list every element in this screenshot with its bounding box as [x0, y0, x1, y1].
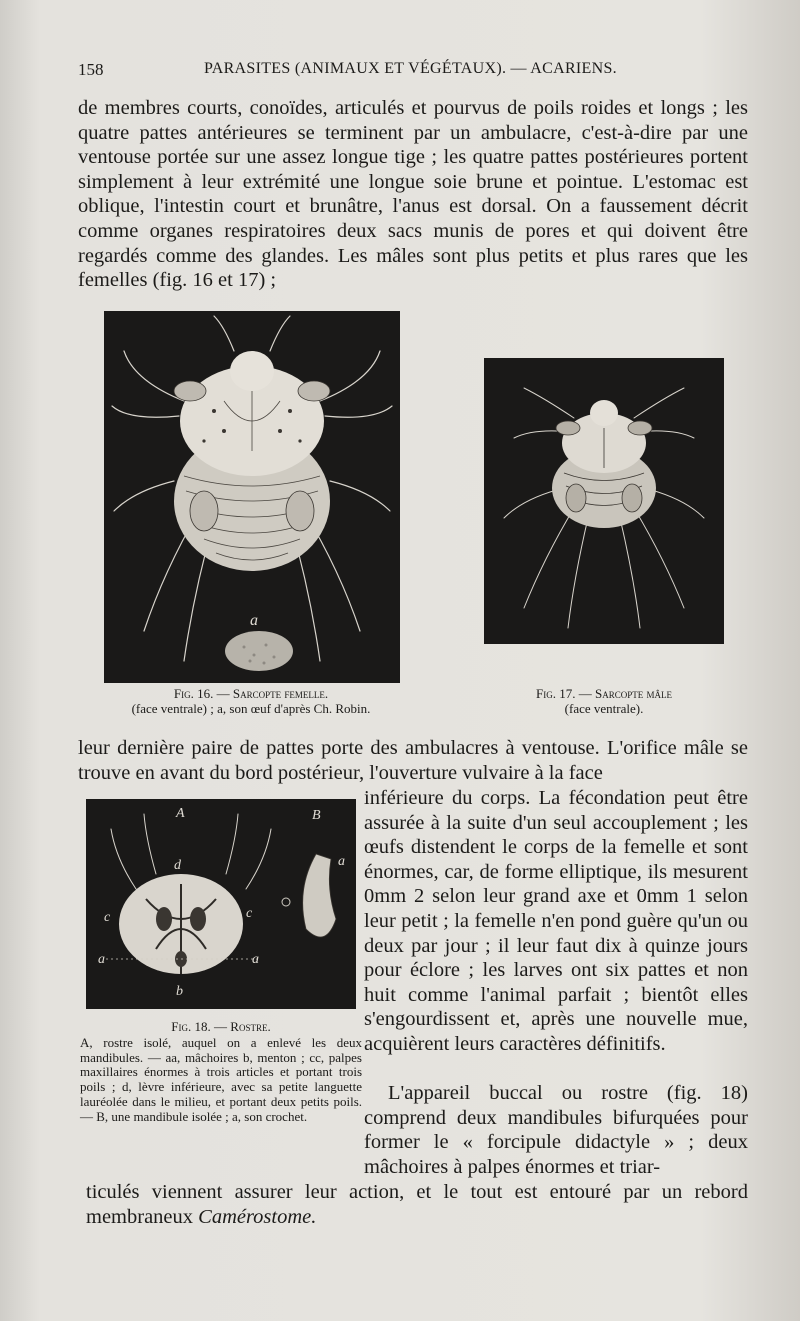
running-head	[78, 60, 748, 84]
paragraph-2: leur dernière paire de pattes porte des ambulacres à ventouse. L'orifice mâle se trouve en avant du bord postérieur, l'ouverture vulvaire à la face	[78, 737, 748, 784]
paragraph-5	[86, 1180, 748, 1229]
egg-label: a	[250, 612, 258, 629]
label-a-right: a	[252, 952, 259, 967]
page-number: 158	[78, 60, 104, 79]
paragraph-4: L'appareil buccal ou rostre (fig. 18) comprend deux mandibules bifurquées pour former le « forcipule didactyle » ; deux mâchoires à palpes énormes et triar-	[364, 1082, 748, 1178]
sarcopte-female-illustration	[104, 311, 400, 683]
label-d: d	[174, 858, 181, 873]
label-c-left: c	[104, 910, 111, 925]
figure-16-sarcopte-female	[104, 311, 400, 683]
figure-16-caption-text: (face ventrale) ; a, son œuf d'après Ch. Robin.	[131, 701, 371, 716]
label-b: b	[176, 984, 183, 999]
figure-18-caption	[80, 1020, 362, 1125]
paragraph-5-text: ticulés viennent assurer leur action, et le tout est entouré par un rebord membraneux	[86, 1181, 748, 1228]
camerostome-term: Camérostome.	[198, 1205, 317, 1228]
label-B: B	[312, 808, 321, 823]
sarcopte-male-illustration	[484, 358, 724, 644]
figure-17-caption-text: (face ventrale).	[564, 701, 644, 716]
figure-17-caption	[486, 686, 722, 716]
label-a-left: a	[98, 952, 105, 967]
paragraph-1: de membres courts, conoïdes, articulés et pourvus de poils roides et longs ; les quatre pattes antérieures se terminent par un ambulacre, c'est-à-dire par une ventouse portée sur une assez longue tige ; les quatre pattes postérieures portent simplement à leur extrémité une longue soie brune et pointue. L'estomac est oblique, l'intestin court et brunâtre, l'anus est dorsal. On a faussement décrit comme organes respiratoires deux sacs munis de pores et qui doivent être regardés comme des glandes. Les mâles sont plus petits et plus rares que les femelles (fig. 16 et 17) ;	[78, 97, 748, 292]
figure-18-caption-title: Fig. 18. — Rostre.	[171, 1019, 271, 1034]
paragraph-3: inférieure du corps. La fécondation peut être assurée à la suite d'un seul accouplement ; les œufs distendent le corps de la femelle et sont énormes, car, de forme elliptique, ils mesurent 0mm 2 selon leur grand axe et 0mm 1 selon leur petit ; la femelle n'en pond guère qu'un ou deux par jour ; il leur faut dix à quinze jours pour éclore ; les larves ont six pattes et non huit comme l'animal parfait ; bientôt elles s'engourdissent et, après une nouvelle mue, acquièrent leurs caractères définitifs.	[364, 787, 748, 1055]
rostre-illustration	[86, 799, 356, 1009]
label-A: A	[176, 806, 185, 821]
figure-17-caption-title: Fig. 17. — Sarcopte mâle	[536, 686, 672, 701]
figure-16-caption	[86, 686, 416, 716]
running-title: PARASITES (ANIMAUX ET VÉGÉTAUX). — ACARIENS.	[204, 60, 617, 77]
figure-18-rostre	[86, 799, 356, 1009]
figure-16-caption-title: Fig. 16. — Sarcopte femelle.	[173, 686, 329, 701]
label-c-right: c	[246, 906, 253, 921]
label-a-hook: a	[338, 854, 345, 869]
figure-18-caption-text: A, rostre isolé, auquel on a enlevé les deux mandibules. — aa, mâchoires b, menton ; cc, palpes maxillaires énormes à trois articles et portant trois poils ; d, lèvre inférieure, avec sa petite languette lauréolée dans le milieu, et portant deux petits poils. — B, une mandibule isolée ; a, son crochet.	[80, 1034, 362, 1124]
figure-17-sarcopte-male	[484, 358, 724, 644]
